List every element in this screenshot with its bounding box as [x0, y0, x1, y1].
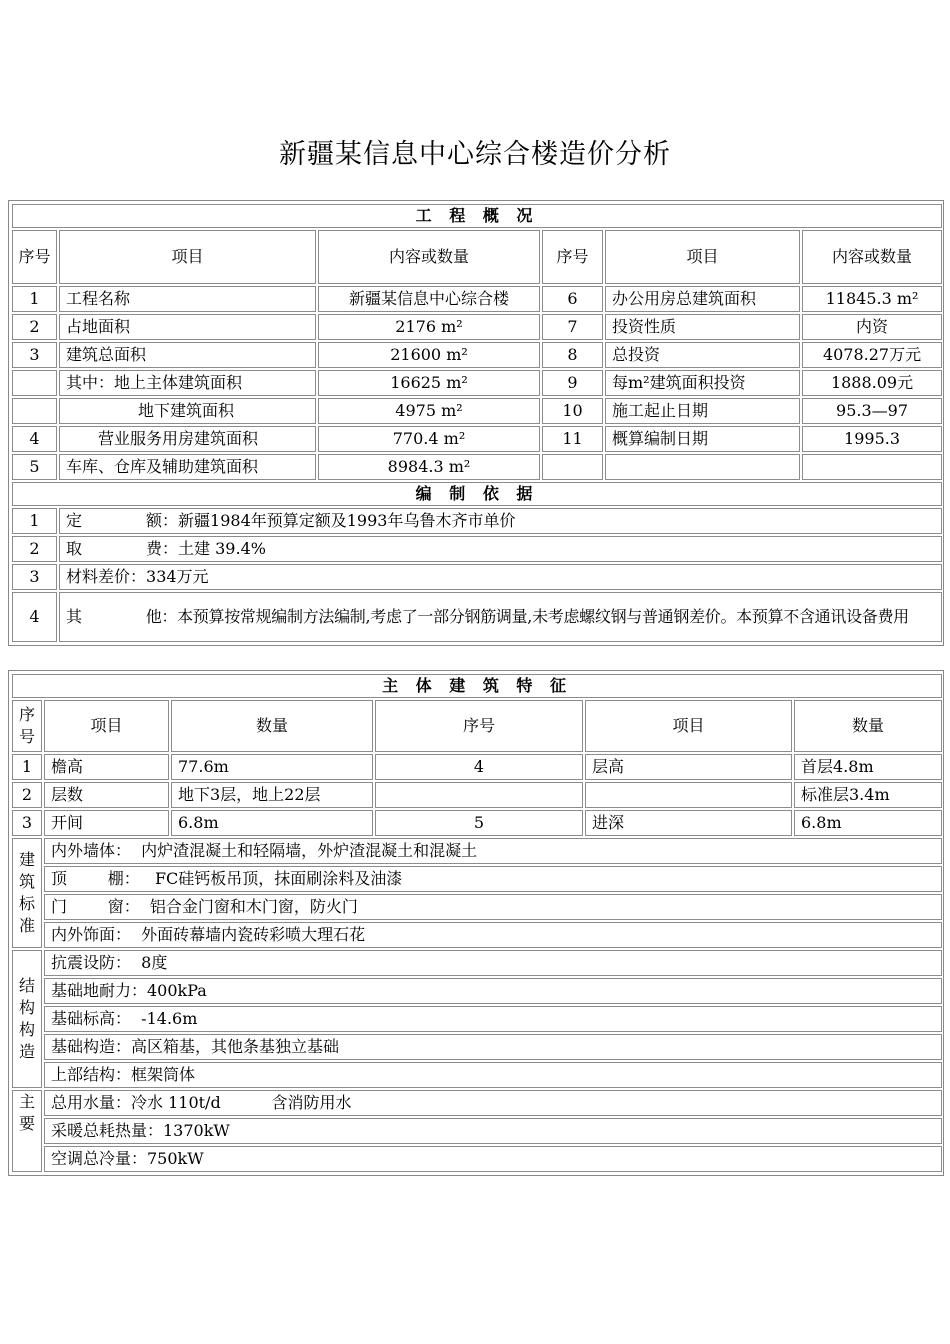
list-item: 空调总冷量：750kW	[44, 1146, 942, 1172]
cell-item: 概算编制日期	[605, 426, 800, 452]
cell-value: 地下3层，地上22层	[171, 782, 373, 808]
cell-value: 6.8m	[171, 810, 373, 836]
header-no-2: 序号	[375, 700, 583, 752]
cell-item: 层数	[44, 782, 169, 808]
cell-value: 770.4 m²	[318, 426, 540, 452]
cell-no: 2	[12, 536, 57, 562]
basis-text	[59, 592, 942, 642]
cell-no: 1	[12, 286, 57, 312]
cell-item: 建筑总面积	[59, 342, 316, 368]
cell-no: 3	[12, 564, 57, 590]
table-row	[12, 370, 942, 396]
group-label-structure	[12, 950, 42, 1088]
header-content-2: 内容或数量	[802, 230, 942, 284]
cell-item: 车库、仓库及辅助建筑面积	[59, 454, 316, 480]
cell-no: 4	[12, 592, 57, 642]
basis-value: 新疆1984年预算定额及1993年乌鲁木齐市单价	[178, 511, 516, 530]
section-heading-overview: 工 程 概 况	[12, 204, 942, 228]
table-row	[12, 342, 942, 368]
cell-item: 投资性质	[605, 314, 800, 340]
cell-value: 95.3—97	[802, 398, 942, 424]
header-qty-2: 数量	[794, 700, 942, 752]
overview-table	[10, 202, 944, 644]
header-item: 项目	[59, 230, 316, 284]
basis-label: 他：	[145, 607, 178, 626]
cell-value: 首层4.8m	[794, 754, 942, 780]
cell-item: 占地面积	[59, 314, 316, 340]
cell-value: 2176 m²	[318, 314, 540, 340]
cell-no: 4	[375, 754, 583, 780]
cell-value: 16625 m²	[318, 370, 540, 396]
header-qty: 数量	[171, 700, 373, 752]
cell-no: 5	[375, 810, 583, 836]
basis-label: 材料差价：	[66, 567, 147, 586]
cell-no: 11	[542, 426, 603, 452]
cell-no: 6	[542, 286, 603, 312]
overview-frame	[8, 200, 944, 646]
table-row	[12, 810, 942, 836]
cell-no: 2	[12, 314, 57, 340]
cell-item: 营业服务用房建筑面积	[59, 426, 316, 452]
cell-value: 4078.27万元	[802, 342, 942, 368]
cell-value: 1995.3	[802, 426, 942, 452]
cell-item: 进深	[585, 810, 792, 836]
basis-label: 取	[66, 539, 83, 558]
table-row	[12, 398, 942, 424]
list-item	[12, 508, 942, 534]
list-item: 顶 棚： FC硅钙板吊顶，抹面刷涂料及油漆	[44, 866, 942, 892]
cell-no: 3	[12, 342, 57, 368]
table-row	[12, 314, 942, 340]
basis-value: 土建 39.4%	[178, 539, 266, 558]
features-table	[10, 672, 944, 1174]
cell-no	[542, 454, 603, 480]
cell-item: 层高	[585, 754, 792, 780]
list-item: 基础地耐力：400kPa	[44, 978, 942, 1004]
list-item: 基础构造：高区箱基，其他条基独立基础	[44, 1034, 942, 1060]
header-item-2: 项目	[585, 700, 792, 752]
list-item	[12, 564, 942, 590]
cell-no: 7	[542, 314, 603, 340]
list-item: 基础标高： -14.6m	[44, 1006, 942, 1032]
section-heading-basis: 编 制 依 据	[12, 482, 942, 506]
cell-value: 6.8m	[794, 810, 942, 836]
cell-value: 4975 m²	[318, 398, 540, 424]
cell-value: 8984.3 m²	[318, 454, 540, 480]
cell-value: 21600 m²	[318, 342, 540, 368]
group-label-text: 主要	[18, 1092, 35, 1133]
cell-item: 其中：地上主体建筑面积	[59, 370, 316, 396]
header-item: 项目	[44, 700, 169, 752]
cell-item: 施工起止日期	[605, 398, 800, 424]
list-item: 抗震设防： 8度	[44, 950, 942, 976]
cell-no: 8	[542, 342, 603, 368]
cell-no: 10	[542, 398, 603, 424]
cell-value: 11845.3 m²	[802, 286, 942, 312]
page-title: 新疆某信息中心综合楼造价分析	[279, 139, 671, 170]
table-row	[12, 426, 942, 452]
basis-label: 额：	[146, 511, 179, 530]
cell-no: 2	[12, 782, 42, 808]
group-label-main	[12, 1090, 42, 1172]
list-item: 采暖总耗热量：1370kW	[44, 1118, 942, 1144]
list-item	[12, 592, 942, 642]
cell-item: 檐高	[44, 754, 169, 780]
cell-item: 每m²建筑面积投资	[605, 370, 800, 396]
cell-item: 办公用房总建筑面积	[605, 286, 800, 312]
cell-item: 开间	[44, 810, 169, 836]
header-item-2: 项目	[605, 230, 800, 284]
cell-item: 总投资	[605, 342, 800, 368]
cell-no: 9	[542, 370, 603, 396]
basis-value: 本预算按常规编制方法编制,考虑了一部分钢筋调量,未考虑螺纹钢与普通钢差价。本预算不含通讯设备费用	[177, 607, 909, 626]
cell-no	[375, 782, 583, 808]
cell-item: 工程名称	[59, 286, 316, 312]
cell-value: 77.6m	[171, 754, 373, 780]
basis-text	[59, 564, 942, 590]
cell-value: 内资	[802, 314, 942, 340]
group-label-text: 建筑标准	[18, 850, 35, 935]
header-content: 内容或数量	[318, 230, 540, 284]
cell-no: 1	[12, 754, 42, 780]
cell-value: 新疆某信息中心综合楼	[318, 286, 540, 312]
features-frame	[8, 670, 944, 1176]
basis-label: 其	[66, 607, 82, 626]
cell-no	[12, 398, 57, 424]
basis-value: 334万元	[146, 567, 209, 586]
list-item: 内外墙体： 内炉渣混凝土和轻隔墙，外炉渣混凝土和混凝土	[44, 838, 942, 864]
cell-value: 1888.09元	[802, 370, 942, 396]
table-row	[12, 454, 942, 480]
group-label-building-standard	[12, 838, 42, 948]
list-item: 上部结构：框架筒体	[44, 1062, 942, 1088]
cell-item	[605, 454, 800, 480]
table-row	[12, 782, 942, 808]
header-no: 序号	[12, 230, 57, 284]
group-label-text: 结构构造	[18, 976, 35, 1061]
basis-label: 费：	[146, 539, 179, 558]
list-item	[12, 536, 942, 562]
cell-no: 4	[12, 426, 57, 452]
cell-item: 地下建筑面积	[59, 398, 316, 424]
table-row	[12, 754, 942, 780]
basis-text	[59, 508, 942, 534]
basis-text	[59, 536, 942, 562]
cell-value: 标准层3.4m	[794, 782, 942, 808]
cell-no: 5	[12, 454, 57, 480]
cell-no: 3	[12, 810, 42, 836]
cell-value	[802, 454, 942, 480]
list-item: 门 窗： 铝合金门窗和木门窗，防火门	[44, 894, 942, 920]
header-no-2: 序号	[542, 230, 603, 284]
section-heading-features: 主 体 建 筑 特 征	[12, 674, 942, 698]
table-row	[12, 286, 942, 312]
cell-no: 1	[12, 508, 57, 534]
list-item: 内外饰面： 外面砖幕墙内瓷砖彩喷大理石花	[44, 922, 942, 948]
cell-no	[12, 370, 57, 396]
basis-label: 定	[66, 511, 83, 530]
header-no: 序号	[12, 700, 42, 752]
list-item: 总用水量：冷水 110t/d 含消防用水	[44, 1090, 942, 1116]
cell-item	[585, 782, 792, 808]
